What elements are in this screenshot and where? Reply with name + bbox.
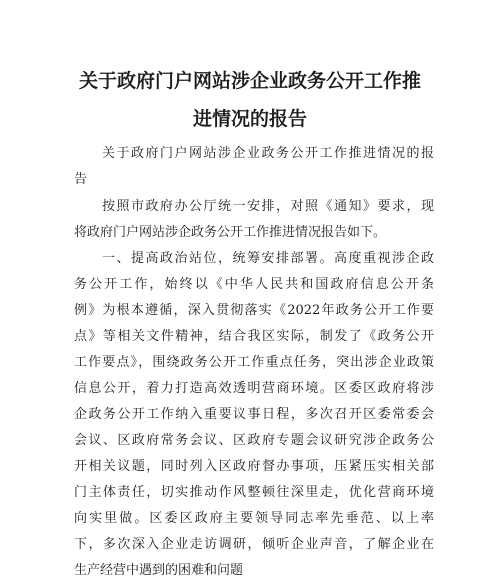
paragraph-1-line-2: 告 (74, 172, 88, 187)
paragraph-3-line-8: 会议、区政府常务会议、区政府专题会议研究涉企政务公 (74, 433, 434, 448)
paragraph-3-line-13: 生产经营中遇到的困难和问题 (74, 563, 244, 578)
paragraph-3-line-5: 工作要点》，围绕政务公开工作重点任务，突出涉企业政策 (74, 355, 434, 370)
paragraph-3-line-12: 下，多次深入企业走访调研，倾听企业声音，了解企业在 (74, 537, 434, 552)
paragraph-3-line-6: 信息公开，着力打造高效透明营商环境。区委区政府将涉 (74, 381, 434, 396)
paragraph-3-line-11: 向实里做。区委区政府主要领导同志率先垂范、以上率 (74, 511, 434, 526)
paragraph-3-line-1: 一、提高政治站位，统筹安排部署。高度重视涉企政 (102, 251, 434, 266)
paragraph-3-line-4: 点》等相关文件精神，结合我区实际，制发了《政务公开 (74, 329, 434, 344)
document-title-line-1: 关于政府门户网站涉企业政务公开工作推 (78, 70, 421, 92)
paragraph-3-line-3: 例》为根本遵循，深入贯彻落实《2022年政务公开工作要 (74, 303, 434, 318)
paragraph-2-line-2: 将政府门户网站涉企政务公开工作推进情况报告如下。 (74, 225, 387, 240)
paragraph-2-line-1: 按照市政府办公厅统一安排，对照《通知》要求，现 (102, 199, 434, 214)
paragraph-3-line-7: 企政务公开工作纳入重要议事日程，多次召开区委常委会 (74, 407, 434, 422)
paragraph-3-line-2: 务公开工作，始终以《中华人民共和国政府信息公开条 (74, 277, 434, 292)
paragraph-1-line-1: 关于政府门户网站涉企业政务公开工作推进情况的报 (102, 146, 434, 161)
paragraph-3-line-9: 开相关议题，同时列入区政府督办事项，压紧压实相关部 (74, 459, 434, 474)
document-title-line-2: 进情况的报告 (192, 108, 307, 130)
paragraph-3-line-10: 门主体责任，切实推动作风整顿往深里走，优化营商环境 (74, 485, 434, 500)
